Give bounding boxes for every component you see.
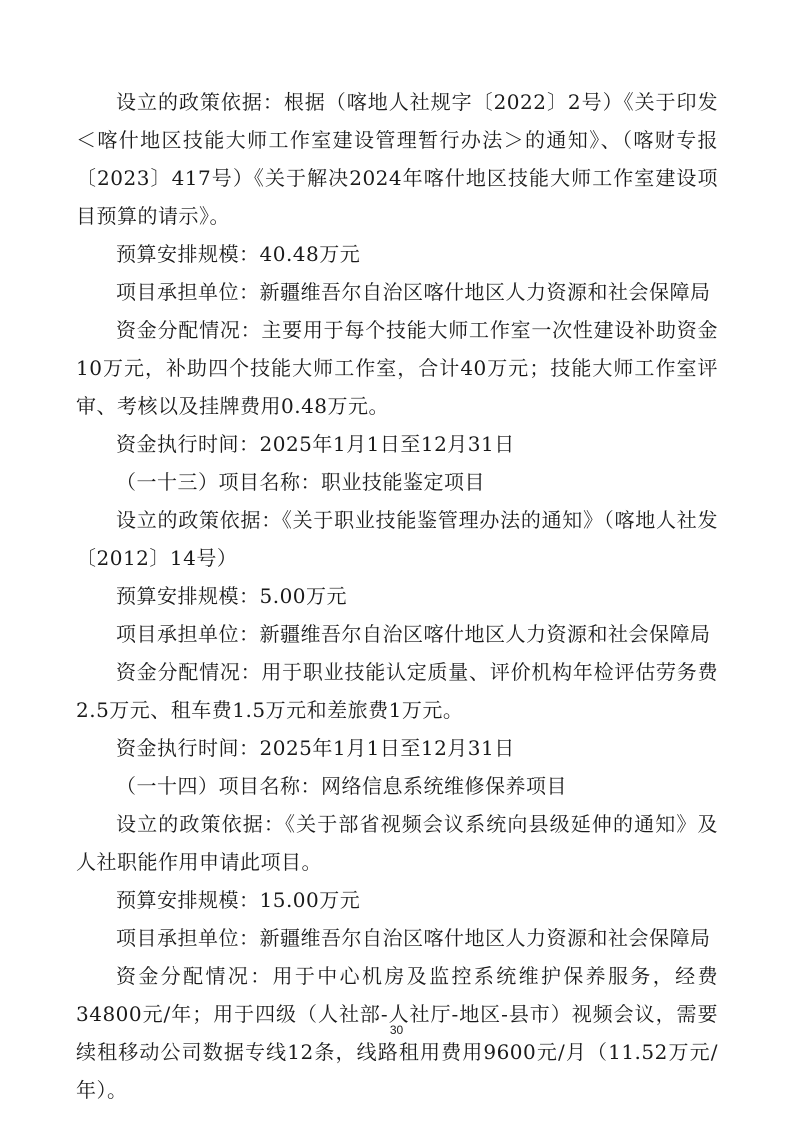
project-14-heading: （一十四）项目名称：网络信息系统维修保养项目 (116, 774, 567, 798)
responsible-unit-paragraph: 项目承担单位：新疆维吾尔自治区喀什地区人力资源和社会保障局 (116, 622, 711, 646)
execution-time-paragraph: 资金执行时间：2025年1月1日至12月31日 (116, 736, 515, 760)
policy-basis-paragraph: 设立的政策依据：根据（喀地人社规字〔2022〕2号）《关于印发＜喀什地区技能大师工作室建设管理暂行办法＞的通知》、（喀财专报〔2023〕417号）《关于解决2024年喀什地区技能大师工作室建设项目预算的请示》。 (76, 90, 718, 228)
fund-allocation-paragraph: 资金分配情况：主要用于每个技能大师工作室一次性建设补助资金10万元，补助四个技能大师工作室，合计40万元；技能大师工作室评审、考核以及挂牌费用0.48万元。 (76, 318, 718, 418)
responsible-unit-paragraph: 项目承担单位：新疆维吾尔自治区喀什地区人力资源和社会保障局 (116, 280, 711, 304)
page-number: 30 (389, 1023, 404, 1037)
budget-scale-paragraph: 预算安排规模：40.48万元 (116, 242, 361, 266)
document-body (76, 83, 718, 1109)
fund-allocation-paragraph: 资金分配情况：用于中心机房及监控系统维护保养服务，经费34800元/年；用于四级（人社部-人社厅-地区-县市）视频会议，需要续租移动公司数据专线12条，线路租用费用9600元/月（11.52万元/年）。 (76, 964, 718, 1102)
project-13-heading: （一十三）项目名称：职业技能鉴定项目 (116, 470, 485, 494)
budget-scale-paragraph: 预算安排规模：5.00万元 (116, 584, 348, 608)
responsible-unit-paragraph: 项目承担单位：新疆维吾尔自治区喀什地区人力资源和社会保障局 (116, 926, 711, 950)
execution-time-paragraph: 资金执行时间：2025年1月1日至12月31日 (116, 432, 515, 456)
fund-allocation-paragraph: 资金分配情况：用于职业技能认定质量、评价机构年检评估劳务费2.5万元、租车费1.5万元和差旅费1万元。 (76, 660, 718, 722)
budget-scale-paragraph: 预算安排规模：15.00万元 (116, 888, 361, 912)
policy-basis-paragraph: 设立的政策依据：《关于职业技能鉴管理办法的通知》（喀地人社发〔2012〕14号） (76, 508, 718, 570)
policy-basis-paragraph: 设立的政策依据：《关于部省视频会议系统向县级延伸的通知》及人社职能作用申请此项目。 (76, 812, 718, 874)
